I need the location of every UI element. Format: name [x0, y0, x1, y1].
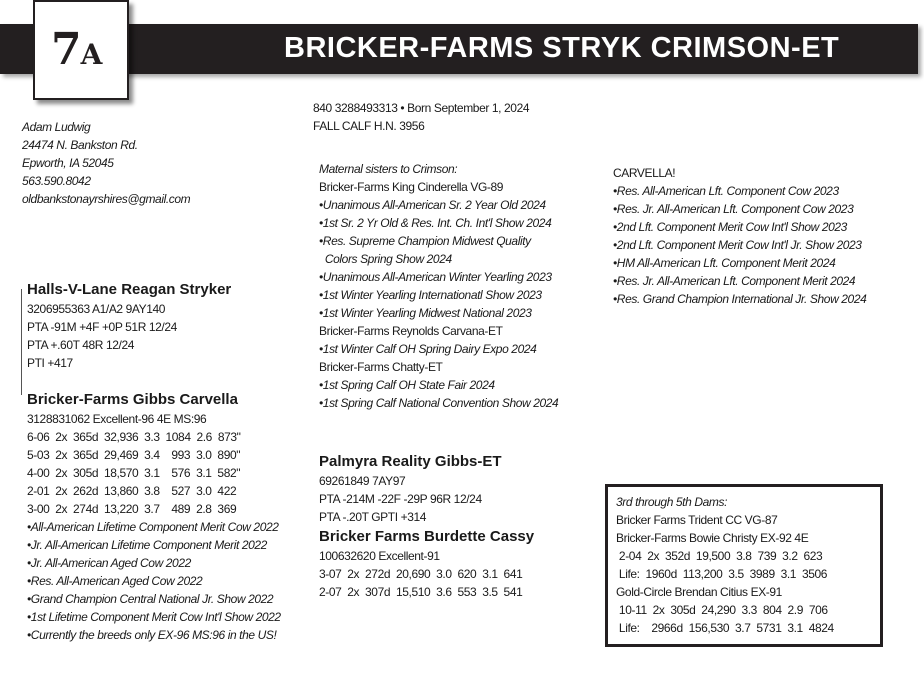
carvella-section: [613, 164, 866, 308]
sister-honor: •1st Spring Calf OH State Fair 2024: [319, 378, 495, 392]
mgs-name: Palmyra Reality Gibbs-ET: [319, 453, 502, 470]
title-banner: [0, 24, 918, 74]
registration-info: [313, 99, 529, 135]
sire-line: PTA -91M +4F +0P 51R 12/24: [27, 320, 177, 334]
lot-number-box: [33, 0, 129, 100]
dams-line: Life: 2966d 156,530 3.7 5731 3.1 4824: [616, 621, 834, 635]
dam-honor: •Currently the breeds only EX-96 MS:96 in the US!: [27, 628, 277, 642]
sister-name: Bricker-Farms King Cinderella VG-89: [319, 180, 504, 194]
sire-line: PTA +.60T 48R 12/24: [27, 338, 135, 352]
sister-name: Bricker-Farms Reynolds Carvana-ET: [319, 324, 503, 338]
sister-honor: Colors Spring Show 2024: [319, 252, 452, 266]
dam-name: Bricker-Farms Gibbs Carvella: [27, 391, 238, 408]
dams-line: Bricker Farms Trident CC VG-87: [616, 513, 778, 527]
dam-record: 3-00 2x 274d 13,220 3.7 489 2.8 369: [27, 502, 237, 516]
carvella-honor: •Res. All-American Lft. Component Cow 2023: [613, 184, 839, 198]
dam-honor: •1st Lifetime Component Merit Cow Int'l Show 2022: [27, 610, 281, 624]
consignor-city: Epworth, IA 52045: [22, 156, 114, 170]
sister-honor: •1st Winter Yearling Internationatl Show 2023: [319, 288, 542, 302]
sister-honor: •1st Winter Calf OH Spring Dairy Expo 2024: [319, 342, 537, 356]
granddam-name: Bricker Farms Burdette Cassy: [319, 528, 535, 545]
carvella-honor: •Res. Jr. All-American Lft. Component Cow 2023: [613, 202, 854, 216]
maternal-heading: Maternal sisters to Crimson:: [319, 162, 458, 176]
carvella-honor: •2nd Lft. Component Merit Cow Int'l Show 2023: [613, 220, 847, 234]
sire-name: Halls-V-Lane Reagan Stryker: [27, 281, 232, 298]
dam-honor: •All-American Lifetime Component Merit Cow 2022: [27, 520, 279, 534]
dam-id: 3128831062 Excellent-96 4E MS:96: [27, 412, 207, 426]
dam-honor: •Jr. All-American Aged Cow 2022: [27, 556, 191, 570]
dams-line: Life: 1960d 113,200 3.5 3989 3.1 3506: [616, 567, 828, 581]
lot-suffix: A: [80, 38, 102, 71]
dam-record: 2-01 2x 262d 13,860 3.8 527 3.0 422: [27, 484, 237, 498]
dams-line: Gold-Circle Brendan Citius EX-91: [616, 585, 782, 599]
sister-honor: •1st Winter Yearling Midwest National 2023: [319, 306, 532, 320]
dam-honor: •Res. All-American Aged Cow 2022: [27, 574, 203, 588]
consignor-phone: 563.590.8042: [22, 174, 91, 188]
mgs-line: PTA -214M -22F -29P 96R 12/24: [319, 492, 482, 506]
sister-honor: •Unanimous All-American Sr. 2 Year Old 2024: [319, 198, 546, 212]
mgs-section: [319, 452, 502, 526]
dams-heading: 3rd through 5th Dams:: [616, 495, 727, 509]
carvella-heading: CARVELLA!: [613, 166, 676, 180]
carvella-honor: •HM All-American Lft. Component Merit 2024: [613, 256, 836, 270]
consignor-street: 24474 N. Bankston Rd.: [22, 138, 138, 152]
mgs-line: 69261849 7AY97: [319, 474, 406, 488]
sire-line: 3206955363 A1/A2 9AY140: [27, 302, 166, 316]
maternal-sisters: [319, 160, 558, 412]
dam-record: 6-06 2x 365d 32,936 3.3 1084 2.6 873": [27, 430, 241, 444]
granddam-section: [319, 527, 534, 601]
consignor-info: [22, 118, 190, 208]
sire-line: PTI +417: [27, 356, 73, 370]
sister-name: Bricker-Farms Chatty-ET: [319, 360, 443, 374]
carvella-honor: •Res. Jr. All-American Lft. Component Merit 2024: [613, 274, 856, 288]
lot-digit: 7: [51, 24, 81, 75]
pedigree-bracket: [21, 289, 22, 395]
dams-line: 2-04 2x 352d 19,500 3.8 739 3.2 623: [616, 549, 823, 563]
granddam-record: 3-07 2x 272d 20,690 3.0 620 3.1 641: [319, 567, 523, 581]
dams-line: Bricker-Farms Bowie Christy EX-92 4E: [616, 531, 809, 545]
sister-honor: •1st Spring Calf National Convention Show 2024: [319, 396, 559, 410]
dam-record: 4-00 2x 305d 18,570 3.1 576 3.1 582": [27, 466, 241, 480]
dam-record: 5-03 2x 365d 29,469 3.4 993 3.0 890": [27, 448, 241, 462]
lot-number: [51, 24, 101, 75]
carvella-honor: •Res. Grand Champion International Jr. Show 2024: [613, 292, 867, 306]
granddam-record: 2-07 2x 307d 15,510 3.6 553 3.5 541: [319, 585, 523, 599]
dams-box: [605, 484, 883, 647]
sire-section: [27, 280, 231, 372]
sister-honor: •Unanimous All-American Winter Yearling 2023: [319, 270, 552, 284]
id-line: 840 3288493313 • Born September 1, 2024: [313, 101, 530, 115]
consignor-name: Adam Ludwig: [22, 120, 91, 134]
dam-honor: •Jr. All-American Lifetime Component Merit 2022: [27, 538, 267, 552]
class-line: FALL CALF H.N. 3956: [313, 119, 425, 133]
animal-name-title: BRICKER-FARMS STRYK CRIMSON-ET: [284, 32, 840, 64]
dam-honor: •Grand Champion Central National Jr. Show 2022: [27, 592, 274, 606]
carvella-honor: •2nd Lft. Component Merit Cow Int'l Jr. Show 2023: [613, 238, 862, 252]
sister-honor: •Res. Supreme Champion Midwest Quality: [319, 234, 531, 248]
dam-section: [27, 390, 281, 644]
dams-line: 10-11 2x 305d 24,290 3.3 804 2.9 706: [616, 603, 828, 617]
consignor-email: oldbankstonayrshires@gmail.com: [22, 192, 191, 206]
mgs-line: PTA -.20T GPTI +314: [319, 510, 427, 524]
sister-honor: •1st Sr. 2 Yr Old & Res. Int. Ch. Int'l Show 2024: [319, 216, 552, 230]
granddam-id: 100632620 Excellent-91: [319, 549, 440, 563]
